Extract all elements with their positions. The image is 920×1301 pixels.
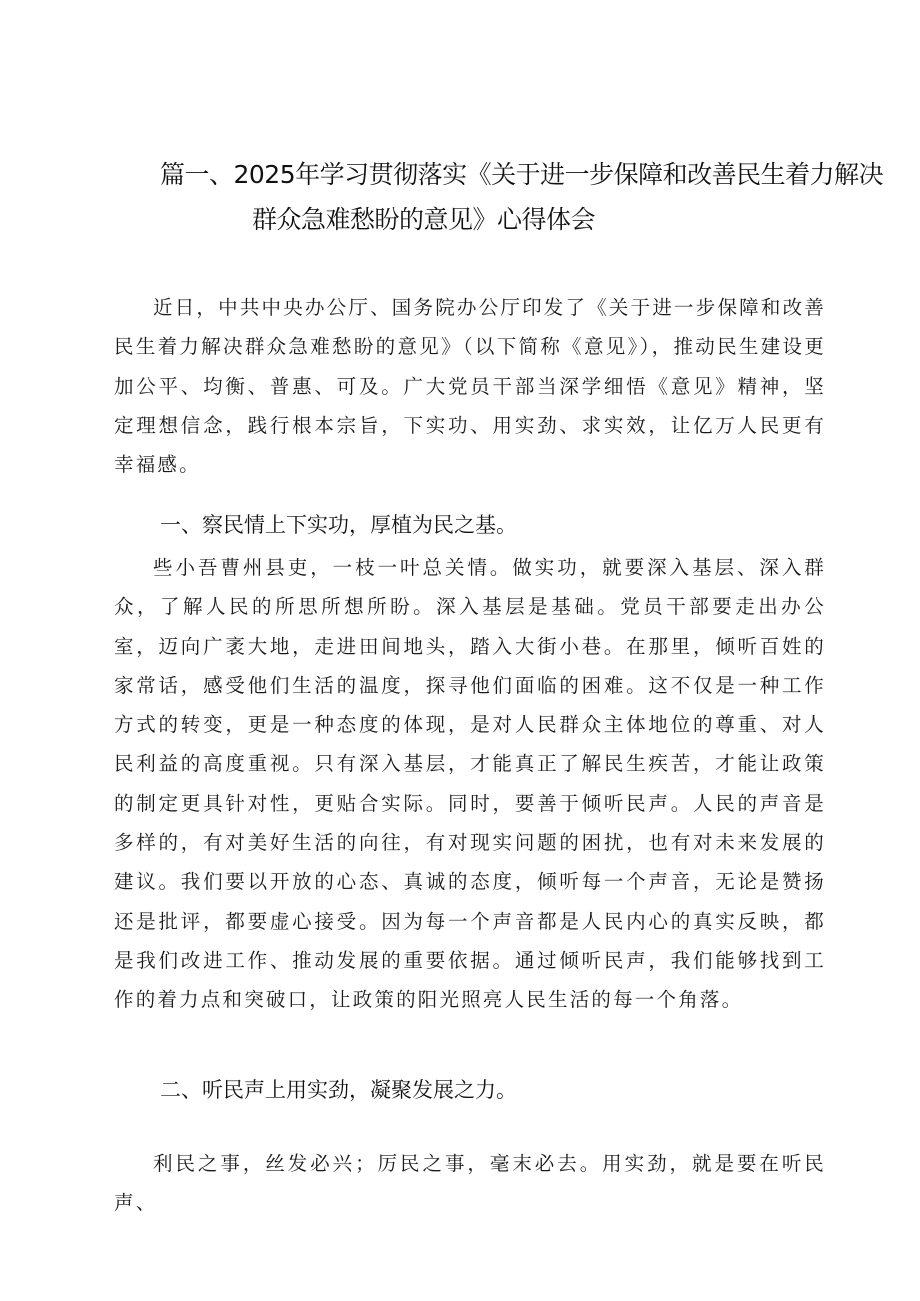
section-heading-2: 二、听民声上用实劲，凝聚发展之力。 (160, 1078, 517, 1102)
document-title (120, 152, 884, 242)
section2-paragraph: 利民之事，丝发必兴；厉民之事，毫末必去。用实劲，就是要在听民声、 (114, 1152, 826, 1215)
intro-paragraph-block (114, 288, 826, 484)
section2-paragraph-block (114, 1144, 826, 1223)
intro-paragraph: 近日，中共中央办公厅、国务院办公厅印发了《关于进一步保障和改善民生着力解决群众急难愁盼的意见》（以下简称《意见》），推动民生建设更加公平、均衡、普惠、可及。广大党员干部当深学细悟《意见》精神，坚定理想信念，践行根本宗旨，下实功、用实劲、求实效，让亿万人民更有幸福感。 (114, 296, 826, 477)
title-line-1: 篇一、2025年学习贯彻落实《关于进一步保障和改善民生着力解决 (160, 160, 884, 189)
title-line-2: 群众急难愁盼的意见》心得体会 (252, 205, 596, 234)
section-heading-1: 一、察民情上下实功，厚植为民之基。 (160, 513, 517, 537)
section1-paragraph: 些小吾曹州县吏，一枝一叶总关情。做实功，就要深入基层、深入群众，了解人民的所思所想所盼。深入基层是基础。党员干部要走出办公室，迈向广袤大地，走进田间地头，踏入大街小巷。在那里，倾听百姓的家常话，感受他们生活的温度，探寻他们面临的困难。这不仅是一种工作方式的转变，更是一种态度的体现，是对人民群众主体地位的尊重、对人民利益的高度重视。只有深入基层，才能真正了解民生疾苦，才能让政策的制定更具针对性，更贴合实际。同时，要善于倾听民声。人民的声音是多样的，有对美好生活的向往，有对现实问题的困扰，也有对未来发展的建议。我们要以开放的心态、真诚的态度，倾听每一个声音，无论是赞扬还是批评，都要虚心接受。因为每一个声音都是人民内心的真实反映，都是我们改进工作、推动发展的重要依据。通过倾听民声，我们能够找到工作的着力点和突破口，让政策的阳光照亮人民生活的每一个角落。 (114, 556, 826, 1012)
section1-paragraph-block (114, 548, 826, 1020)
